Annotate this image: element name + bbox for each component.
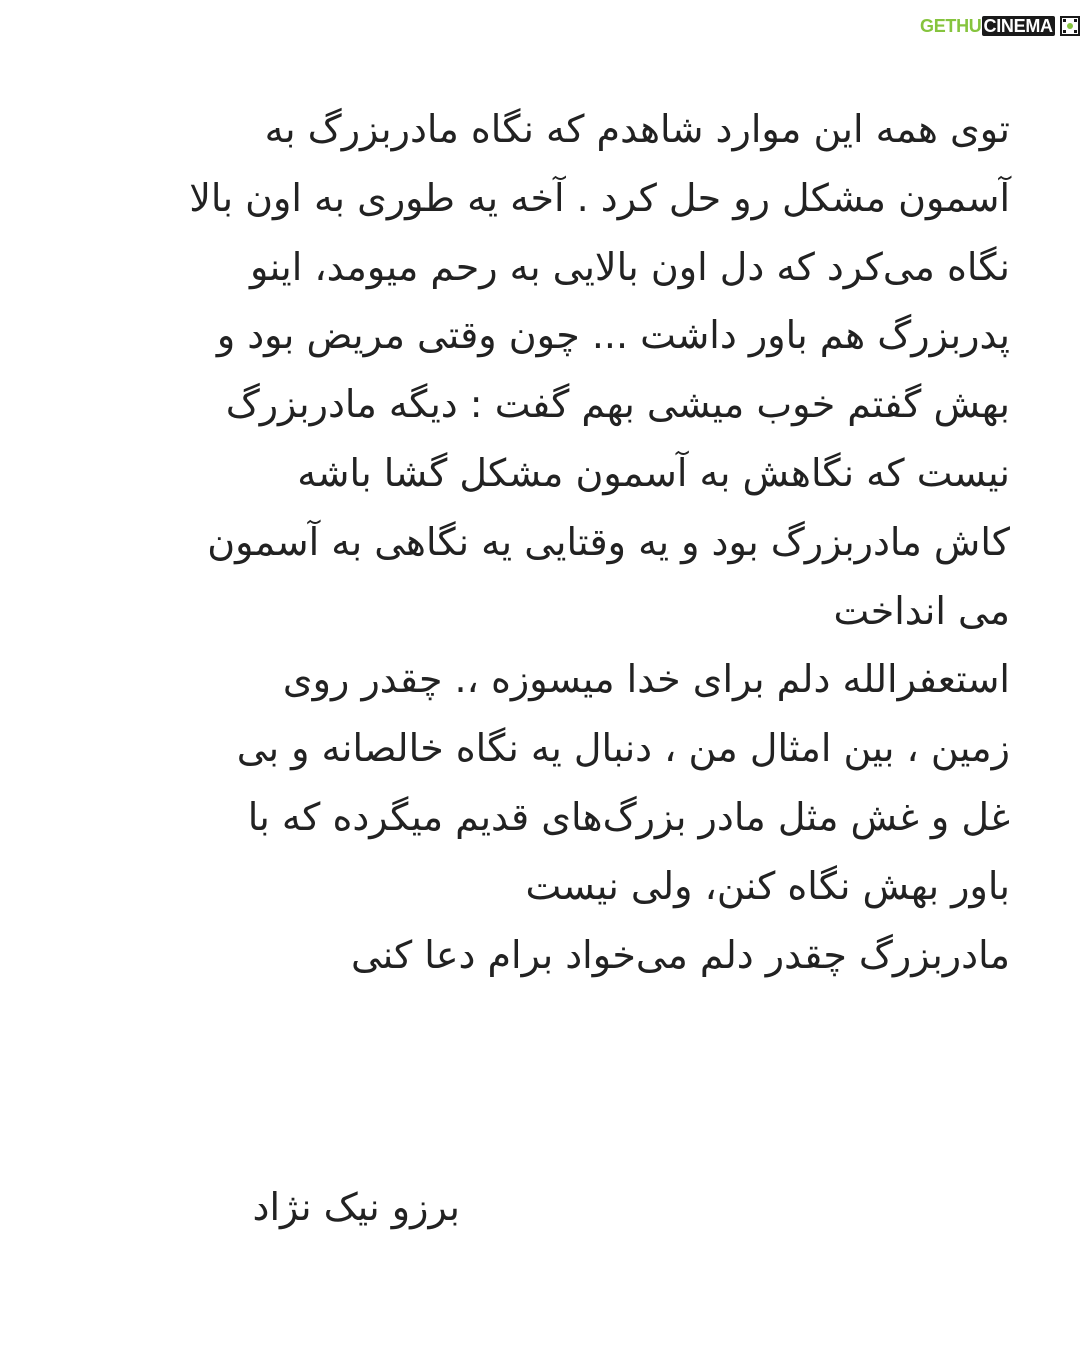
text-line: کاش مادربزرگ بود و یه وقتایی یه نگاهی به آسمون (207, 519, 1010, 564)
text-line: باور بهش نگاه کنن، ولی نیست (525, 863, 1010, 908)
text-line: می انداخت (833, 588, 1010, 633)
watermark-text-part1: GETHU (920, 16, 982, 36)
text-line: نیست که نگاهش به آسمون مشکل گشا باشه (297, 450, 1010, 495)
text-line: توی همه این موارد شاهدم که نگاه مادربزرگ به (264, 107, 1010, 151)
text-line: زمین ، بین امثال من ، دنبال یه نگاه خالصانه و بی (236, 726, 1010, 771)
author-signature: برزو نیک نژاد (252, 1185, 460, 1229)
post-text (60, 95, 1020, 989)
text-line: پدربزرگ هم باور داشت ... چون وقتی مریض بود و (216, 313, 1010, 358)
text-line: نگاه می‌کرد که دل اون بالایی به رحم میومد، اینو (250, 244, 1010, 289)
watermark-text (920, 14, 1055, 38)
text-line: بهش گفتم خوب میشی بهم گفت : دیگه مادربزرگ (225, 382, 1010, 427)
watermark-text-part2: CINEMA (983, 16, 1053, 36)
text-line: مادربزرگ چقدر دلم می‌خواد برام دعا کنی (350, 932, 1010, 977)
text-line: آسمون مشکل رو حل کرد . آخه یه طوری به اون بالا (189, 175, 1010, 220)
text-line: استعفرالله دلم برای خدا میسوزه ،. چقدر روی (282, 657, 1010, 702)
text-line: غل و غش مثل مادر بزرگ‌های قدیم میگرده که با (247, 794, 1010, 839)
watermark-logo (920, 10, 1072, 42)
film-reel-icon (1059, 15, 1080, 37)
